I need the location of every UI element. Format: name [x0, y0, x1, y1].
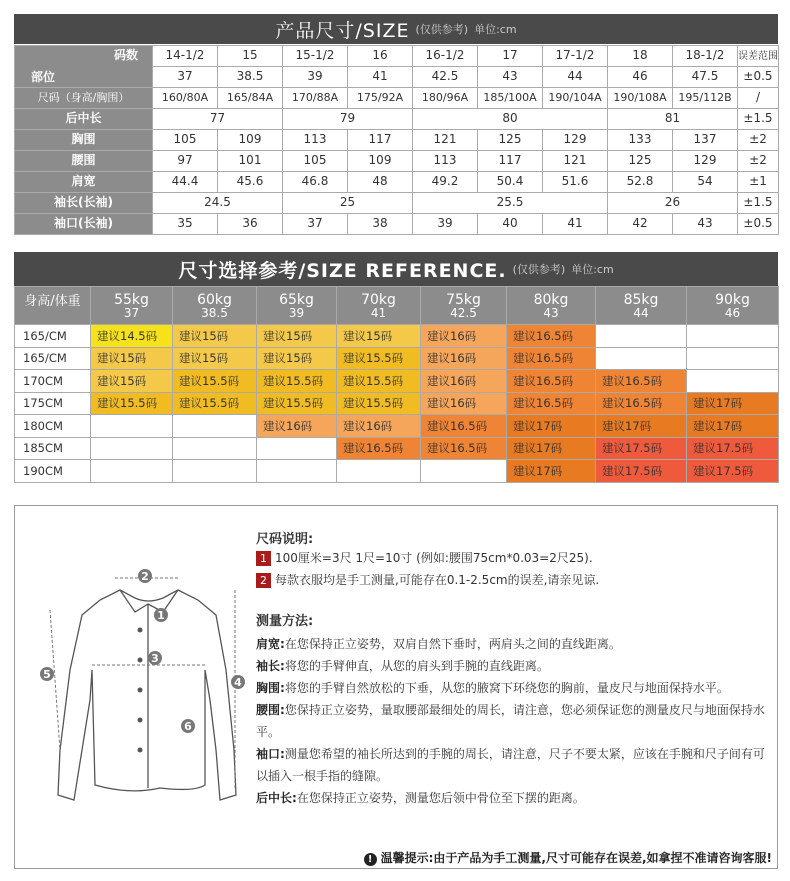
weight-size-num: 42.5	[450, 305, 477, 320]
size-note-title: 尺码说明:	[256, 532, 314, 547]
corner-bottom-label: 部位	[31, 69, 56, 84]
size-num: 38.5	[218, 67, 283, 88]
size-num: 44	[543, 67, 608, 88]
size-col: 15	[218, 46, 283, 67]
size-suggestion: 建议17码	[507, 415, 596, 438]
size-num: 43	[478, 67, 543, 88]
waist-value: 117	[478, 151, 543, 172]
size-suggestion: 建议17.5码	[596, 437, 687, 460]
row-label: 尺码（身高/胸围）	[15, 88, 153, 109]
weight-col	[596, 287, 687, 325]
size-suggestion: 建议15.5码	[337, 392, 421, 415]
method-cuff	[256, 743, 776, 787]
method-key: 后中长:	[256, 791, 297, 805]
sleeve-value: 24.5	[153, 193, 283, 214]
method-shoulder	[256, 633, 776, 655]
size-suggestion: 建议16.5码	[507, 392, 596, 415]
sleeve-value: 25	[283, 193, 413, 214]
size-suggestion	[421, 460, 507, 483]
marker-6: 6	[184, 720, 192, 733]
method-text: 在您保持正立姿势，测量您后领中骨位至下摆的距离。	[296, 791, 585, 805]
weight-size-num: 43	[543, 305, 559, 320]
cuff-value: 41	[543, 214, 608, 235]
size-suggestion	[687, 370, 779, 393]
cuff-value: 36	[218, 214, 283, 235]
ref-row	[15, 347, 779, 370]
size-suggestion: 建议16.5码	[421, 415, 507, 438]
size-suggestion	[257, 437, 337, 460]
waist-value: 109	[348, 151, 413, 172]
size-code: 170/88A	[283, 88, 348, 109]
method-text: 将您的手臂自然放松的下垂，从您的腋窝下环绕您的胸前，量皮尺与地面保持水平。	[284, 681, 729, 695]
weight-label: 60kg	[197, 291, 232, 308]
method-text: 您保持正立姿势，量取腰部最细处的周长，请注意，您必须保证您的测量皮尺与地面保持水平。	[256, 703, 765, 739]
size-suggestion: 建议17.5码	[687, 460, 779, 483]
size-code: 180/96A	[413, 88, 478, 109]
size-suggestion	[173, 437, 257, 460]
cuff-value: 43	[673, 214, 738, 235]
back-length-value: 77	[153, 109, 283, 130]
waist-value: 101	[218, 151, 283, 172]
cuff-value: 37	[283, 214, 348, 235]
chest-value: 121	[413, 130, 478, 151]
weight-size-num: 37	[123, 305, 140, 320]
method-text: 测量您希望的袖长所达到的手腕的周长，请注意，尺子不要太紧，应该在手腕和尺子间有可以插入一根手指的缝隙。	[256, 747, 765, 783]
shoulder-value: 51.6	[543, 172, 608, 193]
cuff-value: 42	[608, 214, 673, 235]
size-suggestion	[687, 325, 779, 348]
size-col: 18-1/2	[673, 46, 738, 67]
method-key: 腰围:	[256, 703, 285, 717]
shoulder-value: 54	[673, 172, 738, 193]
method-text: 在您保持正立姿势，双肩自然下垂时，两肩头之间的直线距离。	[284, 637, 621, 651]
height-label: 180CM	[15, 415, 91, 438]
chest-value: 125	[478, 130, 543, 151]
size-suggestion: 建议16码	[257, 415, 337, 438]
marker-5: 5	[43, 668, 51, 681]
weight-col	[421, 287, 507, 325]
size-suggestion: 建议15.5码	[337, 370, 421, 393]
weight-col	[687, 287, 779, 325]
size-suggestion: 建议16.5码	[507, 370, 596, 393]
size-suggestion	[173, 460, 257, 483]
height-label: 190CM	[15, 460, 91, 483]
method-key: 胸围:	[256, 681, 285, 695]
size-col: 16-1/2	[413, 46, 478, 67]
marker-2: 2	[141, 570, 149, 583]
waist-value: 113	[413, 151, 478, 172]
size-suggestion: 建议16.5码	[596, 370, 687, 393]
size-num: 46	[608, 67, 673, 88]
size-suggestion: 建议15码	[91, 347, 173, 370]
size-suggestion: 建议15.5码	[173, 370, 257, 393]
tolerance-header: 误差范围	[738, 46, 779, 67]
size-suggestion: 建议17码	[596, 415, 687, 438]
weight-col	[173, 287, 257, 325]
size-suggestion	[596, 325, 687, 348]
shirt-diagram	[30, 560, 270, 830]
size-suggestion	[91, 437, 173, 460]
weight-size-num: 38.5	[201, 305, 228, 320]
waist-value: 129	[673, 151, 738, 172]
size-suggestion: 建议15码	[173, 347, 257, 370]
weight-size-num: 41	[370, 305, 387, 320]
size-suggestion: 建议14.5码	[91, 325, 173, 348]
size-num: 41	[348, 67, 413, 88]
row-label: 胸围	[15, 130, 153, 151]
ref-table-note: (仅供参考)	[512, 263, 566, 276]
weight-label: 80kg	[533, 291, 569, 308]
size-suggestion	[173, 415, 257, 438]
size-num: 39	[283, 67, 348, 88]
weight-size-num: 39	[288, 305, 305, 320]
size-suggestion: 建议16.5码	[507, 347, 596, 370]
size-num: 47.5	[673, 67, 738, 88]
shoulder-value: 50.4	[478, 172, 543, 193]
size-suggestion: 建议16码	[421, 370, 507, 393]
method-key: 袖口:	[256, 747, 285, 761]
method-key: 袖长:	[256, 659, 285, 673]
size-note-2	[256, 571, 599, 588]
size-col: 18	[608, 46, 673, 67]
method-title: 测量方法:	[256, 614, 314, 629]
ref-row	[15, 325, 779, 348]
cuff-value: 35	[153, 214, 218, 235]
size-suggestion: 建议17码	[687, 392, 779, 415]
waist-value: 97	[153, 151, 218, 172]
ref-table-title: 尺寸选择参考/SIZE REFERENCE.	[178, 259, 507, 282]
method-list	[256, 633, 776, 809]
size-suggestion: 建议15码	[257, 347, 337, 370]
size-code: 165/84A	[218, 88, 283, 109]
chest-value: 117	[348, 130, 413, 151]
cuff-value: 38	[348, 214, 413, 235]
corner-top-label: 码数	[113, 48, 138, 62]
row-label: 后中长	[15, 109, 153, 130]
method-text: 将您的手臂伸直，从您的肩头到手腕的直线距离。	[284, 659, 549, 673]
sleeve-value: 26	[608, 193, 738, 214]
weight-label: 75kg	[446, 291, 481, 308]
chest-value: 129	[543, 130, 608, 151]
size-code: 195/112B	[673, 88, 738, 109]
shoulder-value: 45.6	[218, 172, 283, 193]
height-label: 165/CM	[15, 325, 91, 348]
size-code: 175/92A	[348, 88, 413, 109]
cuff-value: 39	[413, 214, 478, 235]
row-label: 腰围	[15, 151, 153, 172]
shoulder-value: 49.2	[413, 172, 478, 193]
size-col: 17	[478, 46, 543, 67]
size-reference-table	[14, 286, 779, 483]
waist-value: 121	[543, 151, 608, 172]
size-col: 17-1/2	[543, 46, 608, 67]
size-suggestion: 建议16码	[337, 415, 421, 438]
size-suggestion: 建议17码	[507, 460, 596, 483]
size-col: 15-1/2	[283, 46, 348, 67]
size-suggestion: 建议15码	[91, 370, 173, 393]
chest-value: 113	[283, 130, 348, 151]
exclamation-icon: !	[364, 853, 377, 866]
shoulder-value: 44.4	[153, 172, 218, 193]
shoulder-value: 52.8	[608, 172, 673, 193]
tolerance-cell: ±1	[738, 172, 779, 193]
marker-4: 4	[234, 676, 242, 689]
weight-size-num: 44	[633, 305, 649, 320]
size-suggestion: 建议17码	[507, 437, 596, 460]
tolerance-cell: ±2	[738, 130, 779, 151]
size-suggestion: 建议15.5码	[257, 370, 337, 393]
corner-cell	[15, 46, 153, 88]
ref-row	[15, 392, 779, 415]
marker-1: 1	[157, 609, 165, 622]
tip-text: 温馨提示:由于产品为手工测量,尺寸可能存在误差,如拿捏不准请咨询客服!	[380, 851, 772, 865]
size-code: 190/108A	[608, 88, 673, 109]
height-label: 170CM	[15, 370, 91, 393]
size-code: 160/80A	[153, 88, 218, 109]
weight-label: 55kg	[114, 291, 149, 308]
size-suggestion: 建议15码	[257, 325, 337, 348]
size-col: 14-1/2	[153, 46, 218, 67]
size-suggestion: 建议17.5码	[596, 460, 687, 483]
tolerance-cell: ±1.5	[738, 193, 779, 214]
size-suggestion	[91, 415, 173, 438]
size-note-1	[256, 549, 593, 566]
ref-row	[15, 437, 779, 460]
height-label: 185CM	[15, 437, 91, 460]
note-text: 100厘米=3尺 1尺=10寸 (例如:腰围75cm*0.03=2尺25).	[275, 551, 593, 565]
waist-value: 125	[608, 151, 673, 172]
size-table-note: (仅供参考)	[415, 23, 469, 36]
row-label: 肩宽	[15, 172, 153, 193]
ref-row	[15, 460, 779, 483]
chest-value: 133	[608, 130, 673, 151]
size-suggestion: 建议17.5码	[687, 437, 779, 460]
size-suggestion: 建议15.5码	[257, 392, 337, 415]
weight-col	[91, 287, 173, 325]
size-suggestion: 建议16码	[421, 392, 507, 415]
shoulder-value: 48	[348, 172, 413, 193]
warm-tip	[364, 849, 772, 866]
size-suggestion: 建议15码	[173, 325, 257, 348]
weight-label: 85kg	[623, 291, 659, 308]
cuff-value: 40	[478, 214, 543, 235]
row-label: 袖口(长袖)	[15, 214, 153, 235]
weight-col	[257, 287, 337, 325]
ref-corner: 身高/体重	[15, 287, 91, 325]
chest-value: 109	[218, 130, 283, 151]
size-table	[14, 45, 779, 235]
weight-col	[337, 287, 421, 325]
size-suggestion: 建议16.5码	[421, 437, 507, 460]
size-suggestion: 建议16.5码	[507, 325, 596, 348]
size-num: 37	[153, 67, 218, 88]
size-suggestion: 建议15.5码	[173, 392, 257, 415]
marker-3: 3	[151, 652, 159, 665]
size-suggestion: 建议17码	[687, 415, 779, 438]
note-number: 1	[256, 551, 271, 566]
size-suggestion: 建议16.5码	[337, 437, 421, 460]
sleeve-value: 25.5	[413, 193, 608, 214]
tolerance-cell: ±1.5	[738, 109, 779, 130]
method-waist	[256, 699, 776, 743]
tolerance-cell: ±2	[738, 151, 779, 172]
ref-row	[15, 415, 779, 438]
size-suggestion	[687, 347, 779, 370]
waist-value: 105	[283, 151, 348, 172]
size-table-title: 产品尺寸/SIZE	[275, 19, 410, 42]
size-suggestion	[91, 460, 173, 483]
height-label: 175CM	[15, 392, 91, 415]
size-suggestion: 建议16.5码	[596, 392, 687, 415]
size-code: 190/104A	[543, 88, 608, 109]
back-length-value: 81	[608, 109, 738, 130]
back-length-value: 79	[283, 109, 413, 130]
ref-table-unit: 单位:cm	[571, 263, 614, 276]
method-sleeve	[256, 655, 776, 677]
size-suggestion	[337, 460, 421, 483]
size-suggestion: 建议16码	[421, 347, 507, 370]
note-text: 每款衣服均是手工测量,可能存在0.1-2.5cm的误差,请亲见谅.	[275, 573, 600, 587]
height-label: 165/CM	[15, 347, 91, 370]
shoulder-value: 46.8	[283, 172, 348, 193]
weight-label: 90kg	[715, 291, 750, 308]
method-key: 肩宽:	[256, 637, 285, 651]
size-col: 16	[348, 46, 413, 67]
size-table-unit: 单位:cm	[474, 23, 517, 36]
back-length-value: 80	[413, 109, 608, 130]
tolerance-cell: /	[738, 88, 779, 109]
size-suggestion	[596, 347, 687, 370]
weight-label: 70kg	[361, 291, 396, 308]
ref-row	[15, 370, 779, 393]
note-number: 2	[256, 573, 271, 588]
method-back-length	[256, 787, 776, 809]
chest-value: 105	[153, 130, 218, 151]
size-suggestion: 建议15.5码	[337, 347, 421, 370]
size-suggestion	[257, 460, 337, 483]
size-num: 42.5	[413, 67, 478, 88]
tolerance-cell: ±0.5	[738, 67, 779, 88]
size-suggestion: 建议15码	[337, 325, 421, 348]
ref-table-header	[14, 252, 778, 286]
chest-value: 137	[673, 130, 738, 151]
row-label: 袖长(长袖)	[15, 193, 153, 214]
weight-label: 65kg	[279, 291, 314, 308]
weight-size-num: 46	[724, 305, 741, 320]
size-suggestion: 建议16码	[421, 325, 507, 348]
method-chest	[256, 677, 776, 699]
size-suggestion: 建议15.5码	[91, 392, 173, 415]
tolerance-cell: ±0.5	[738, 214, 779, 235]
size-code: 185/100A	[478, 88, 543, 109]
weight-col	[507, 287, 596, 325]
size-table-header	[14, 14, 778, 44]
